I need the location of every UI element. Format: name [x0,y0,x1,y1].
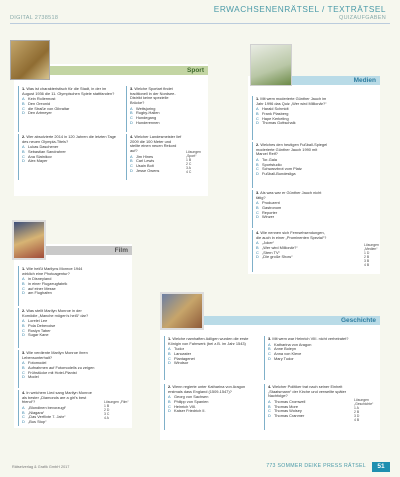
divider [264,336,265,380]
film-solutions: Lösungen „Film“ 1 B 2 D 3 C 4 A [104,400,129,421]
sport-question-3: 3. Welche Sportart findet traditionell in der Nordsee-Distrikt keine spezielle Brücke? A Wettsjoring B Rugby-Hallen C Hundegang D Hunderennen [130,86,176,125]
divider [252,142,253,188]
divider [18,308,19,348]
film-bar: Film [46,246,132,255]
header-left-label: DIGITAL 2738518 [10,15,59,21]
divider [18,390,19,426]
divider [164,336,165,380]
history-solutions: Lösungen „Geschichte“ 1 A 2 B 3 D 4 B [354,398,374,423]
page-number: 51 [372,462,390,472]
sport-image [10,40,50,80]
divider [252,230,253,272]
divider [18,266,19,306]
page-title: ERWACHSENENRÄTSEL / TEXTRÄTSEL [213,4,386,14]
film-question-1: 1. Wie heißt Marilyns Monroe 1944 wirklich eine Photoagentur? A in Disneyland B in einer Flugzeugfabrik C auf einer Messe D am Flughafen [22,266,83,296]
media-question-4: 4. Wie nennen sich Fernsehsendungen, die auch in einer „Prominenten Spezial“? A „Joker“ B „Wer wird Millionär?“ C „Stern TV“ D „Die große Show“ [256,230,327,260]
history-image [160,292,204,330]
divider [264,384,265,430]
sport-question-2: 2. Wer absolvierte 2014 in 120 Jahren die letzten Tage des neuen Olympia-Titels? A Lukas Daschener B Sebastian Sandrahrer C Ana Slatnikov D Alex Mayer [22,134,116,164]
film-image [12,220,46,260]
divider [126,86,127,132]
media-question-1: 1. Mit wem moderierte Günther Jauch im Jahr 1996 das Quiz „Wer wird Millionär?“ A Harald Schmidt B Frank Plasberg C Hape Kerkeling D Thomas Gottschalk [256,96,327,126]
divider [252,190,253,228]
sport-bar: Sport [50,66,208,75]
divider [18,86,19,132]
divider [18,134,19,180]
history-question-2: 2. Wenn regierte unter Katharina von Aragon erstmals dass England (1509-1547)? A Georg von Sachsen B Philipp von Spanien C Heinrich VIII. D Kaiser Friedrich II. [168,384,246,414]
history-question-3: 3. Mit wem war Heinrich VIII. nicht verheiratet? A Katharina von Aragon B Anne Boleyn C Anna von Kleve D Mary Tudor [268,336,349,361]
sport-question-1: 1. Was ist charakteristisch für die Stadt, in der im August 1936 die 11. Olympischen Spiele stattfanden? A Kein Rollermost B Den Oreonid C die Straße von Gibraltar D Den Artmeyer [22,86,115,116]
media-question-3: 3. Als was war er Günther Jauch nicht tätig? A Produzent B Gastronom C Reporter D Winzer [256,190,322,220]
media-image [250,44,292,86]
header-divider [10,23,390,24]
footer-title: 773 SOMMER DEIKE PRESS RÄTSEL [266,463,366,469]
divider [18,350,19,388]
header-right-label: QUIZAUFGABEN [339,15,386,21]
history-question-1: 1. Welche namhaften Adligen wurden die erste Königin von Fahrwerk (bei z.B. im Jahr 1543) A Tudor B Lancaster C Plantagenet D Windsor [168,336,249,366]
media-question-2: 2. Welches den heutigen Fußball-Spiegel moderierte Günther Jauch 1990 mit Marcel Reif? A Tor-Gala B Sportstudio C Schwarzbrot vom Platz D Fußball-Bundesliga [256,142,328,177]
divider [126,134,127,180]
history-bar: Geschichte [204,316,380,325]
sport-question-4: 4. Welcher Landesmeister lief 2009 die 100 Meter und stellte einen neuen Rekord auf? A Jim Hines B Carl Lewis C Usain Bolt D Jesse Owens [130,134,182,173]
media-solutions: Lösungen „Medien“ 1 D 2 B 3 B 4 B [364,243,379,268]
sport-solutions: Lösungen „Sport“ 1 B 2 C 3 A 4 C [186,150,201,175]
film-question-3: 3. Wie verdiente Marilyn Monroe ihren Lebensunterhalt? A Fotomodel B Aufnahmen auf Fotomodells zu zeigen C Frühstücke mit Hotel-Pianist D Model [22,350,95,380]
footer-copyright: Rätselverlag & Grafik GmbH 2017 [12,465,70,469]
sport-panel [14,64,208,196]
media-bar: Medien [292,76,380,85]
history-question-4: 4. Welcher Politiker trat nach seiner Einheit „Staatsmann“ der Kirche und verweilte später Nachfolge? A Thomas Cromwell B Thomas More C Thomas Wolsey D Thomas Cranmer [268,384,347,419]
divider [252,96,253,140]
divider [164,384,165,430]
film-question-2: 2. Was stellt Marilyn Monroe in der Komödie „Manche mögen’s heiß“ dar? A Lorelei Lee B Pola Debevoise C Roslyn Taber D Sugar Kane [22,308,89,338]
history-panel [160,316,380,440]
film-question-4: 4. In welchem Lied sang Marilyn Monroe als bester „Diamonds are a girl’s best friend“? A „Blondinen bevorzugt“ B „Niagara“ C „Das Verflixte 7. Jahr“ D „Bus Stop“ [22,390,92,425]
